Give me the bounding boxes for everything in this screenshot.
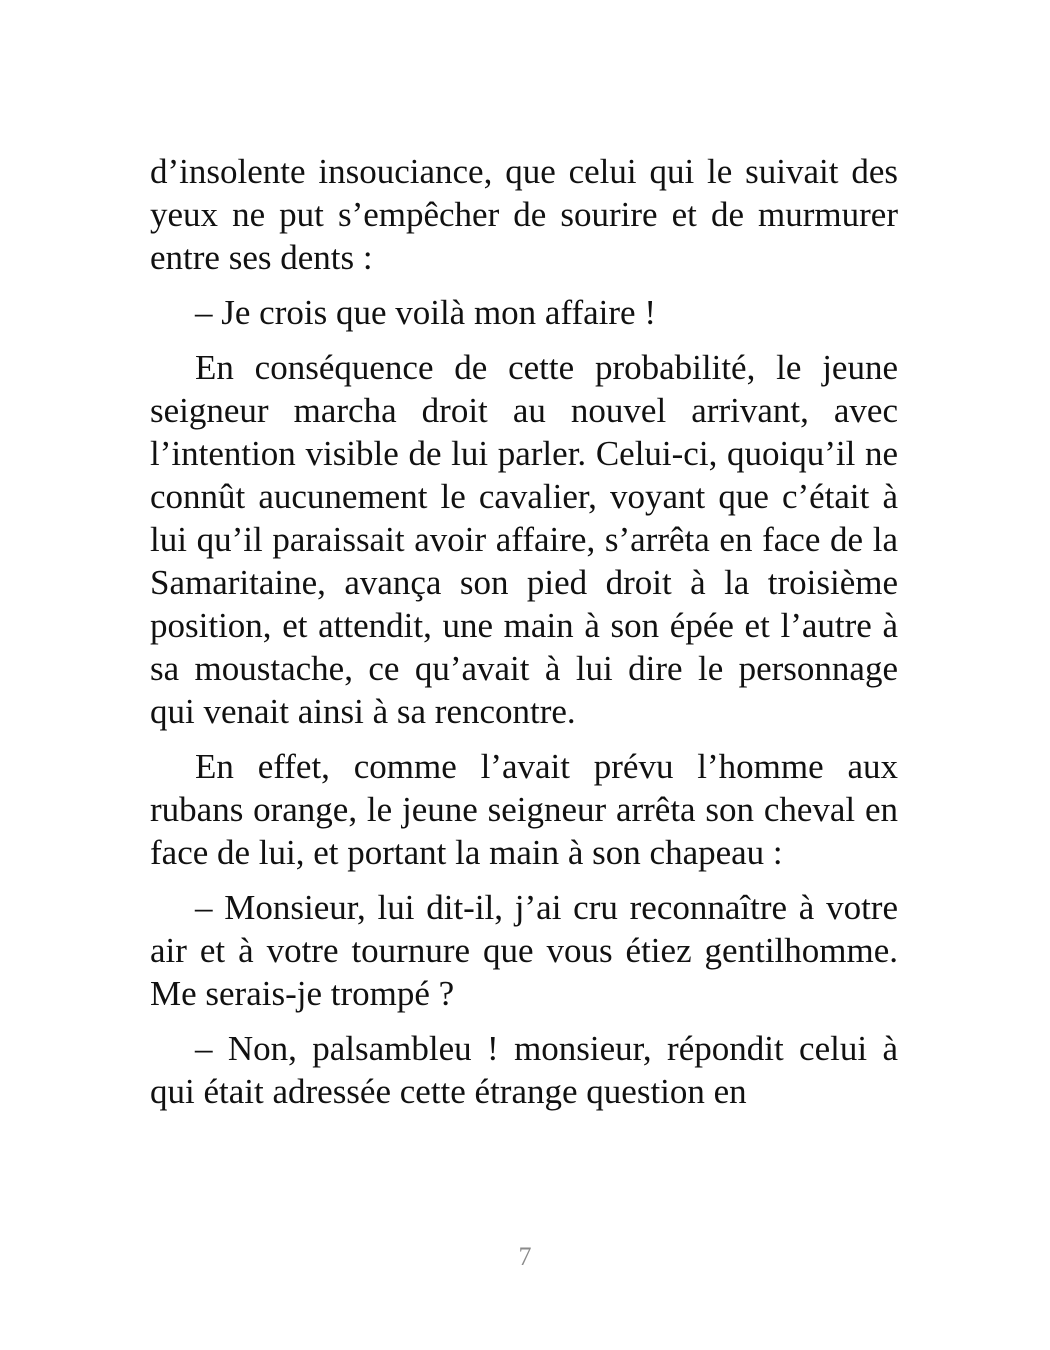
paragraph-dialogue-3: – Non, palsambleu ! monsieur, répondit celui à qui était adressée cette étrange question en bbox=[150, 1029, 898, 1111]
paragraph-dialogue-2: – Monsieur, lui dit-il, j’ai cru reconnaître à votre air et à votre tournure que vous étiez gentilhomme. Me serais-je trompé ? bbox=[150, 888, 898, 1013]
body-text bbox=[150, 150, 898, 1125]
page-number: 7 bbox=[518, 1242, 532, 1271]
paragraph-dialogue-1: – Je crois que voilà mon affaire ! bbox=[195, 293, 656, 332]
paragraph-narration-1: En conséquence de cette probabilité, le jeune seigneur marcha droit au nouvel arrivant, avec l’intention visible de lui parler. Celui-ci, quoiqu’il ne connût aucunement le cavalier, voyant que c’était à lui qu’il paraissait avoir affaire, s’arrêta en face de la Samaritaine, avança son pied droit à la troisième position, et attendit, une main à son épée et l’autre à sa moustache, ce qu’avait à lui dire le personnage qui venait ainsi à sa rencontre. bbox=[150, 348, 898, 731]
paragraph-narration-2: En effet, comme l’avait prévu l’homme aux rubans orange, le jeune seigneur arrêta son cheval en face de lui, et portant la main à son chapeau : bbox=[150, 747, 898, 872]
paragraph-continuation: d’insolente insouciance, que celui qui le suivait des yeux ne put s’empêcher de sourire et de murmurer entre ses dents : bbox=[150, 152, 898, 277]
